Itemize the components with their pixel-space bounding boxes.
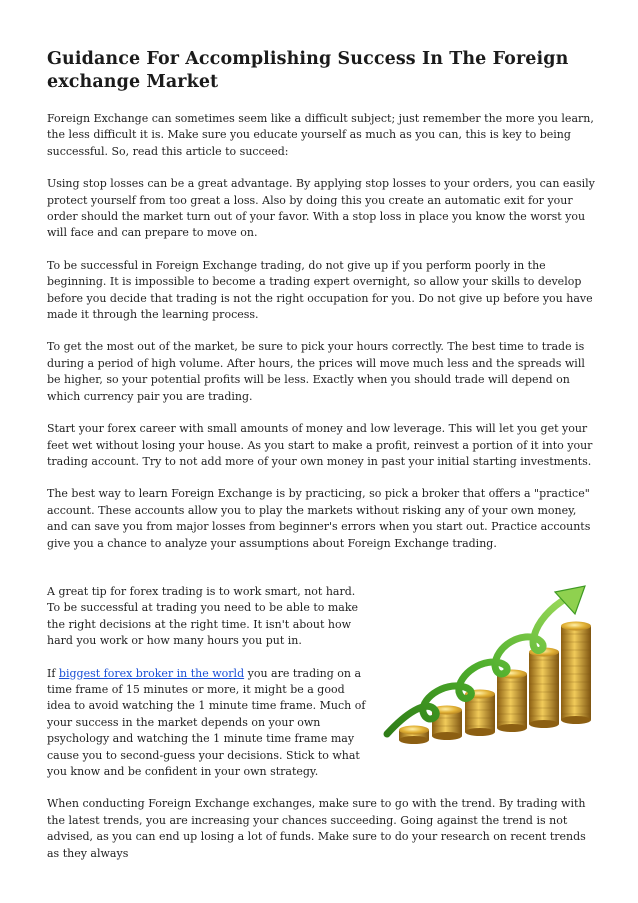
article-title: Guidance For Accomplishing Success In The Foreign exchange Market — [47, 49, 569, 92]
paragraph-work-smart: A great tip for forex trading is to work smart, not hard. To be successful at trading you need to be able to make the right decisions at the right time. It isn't about how hard you work or how many hours you put in. — [47, 584, 359, 648]
coin-stack-4 — [497, 669, 527, 732]
paragraph-small-amounts: Start your forex career with small amounts of money and low leverage. This will let you get your feet wet without losing your house. As you start to make a profit, reinvest a portion of it into your trading account. Try to not add more of your own money in past your initial starting investments. — [47, 422, 593, 468]
article — [47, 48, 595, 878]
paragraph-stop-losses: Using stop losses can be a great advantage. By applying stop losses to your orders, you can easily protect yourself from too great a loss. Also by doing this you create an automatic exit for your order should the market turn out of your favor. With a stop loss in place you know the worst you will face and can prepare to move on. — [47, 177, 595, 240]
time-frame-text-rest: you are trading on a time frame of 15 minutes or more, it might be a good idea to avoid watching the 1 minute time frame. Much of your success in the market depends on your own psychology and watching the 1 minute time frame may cause you to second-guess your decisions. Stick to what you know and be confident in your own strategy. — [47, 666, 366, 778]
paragraph-trading-hours: To get the most out of the market, be sure to pick your hours correctly. The best time to trade is during a period of high volume. After hours, the prices will move much less and the spreads will be higher, so your potential profits will be less. Exactly when you should trade will depend on which currency pair you are trading. — [47, 340, 585, 403]
time-frame-text-start: If — [47, 666, 59, 680]
paragraph-do-not-give-up: To be successful in Foreign Exchange trading, do not give up if you perform poorly in the beginning. It is impossible to become a trading expert overnight, so allow your skills to develop before you decide that trading is not the right occupation for you. Do not give up before you have made it through the learning process. — [47, 258, 593, 322]
coin-stack-6 — [561, 621, 591, 724]
spacer — [47, 568, 595, 584]
paragraph-trend: When conducting Foreign Exchange exchanges, make sure to go with the trend. By trading with the latest trends, you are increasing your chances succeeding. Going against the trend is not advised, as you can end up losing a lot of funds. Make sure to do your research on recent trends as they always — [47, 797, 586, 860]
paragraph-intro: Foreign Exchange can sometimes seem like a difficult subject; just remember the more you learn, the less difficult it is. Make sure you educate yourself as much as you can, this is key to being successful. So, read this article to succeed: — [47, 112, 594, 158]
coin-stack-1 — [399, 725, 429, 744]
coins-growth-arrow-icon — [377, 584, 615, 759]
forex-broker-link[interactable]: biggest forex broker in the world — [58, 666, 245, 680]
paragraph-practice-account: The best way to learn Foreign Exchange is by practicing, so pick a broker that offers a "practice" account. These accounts allow you to play the markets without risking any of your own money, and can save you from major losses from beginner's errors when you start out. Practice accounts give you a chance to analyze your assumptions about Foreign Exchange trading. — [47, 487, 591, 550]
